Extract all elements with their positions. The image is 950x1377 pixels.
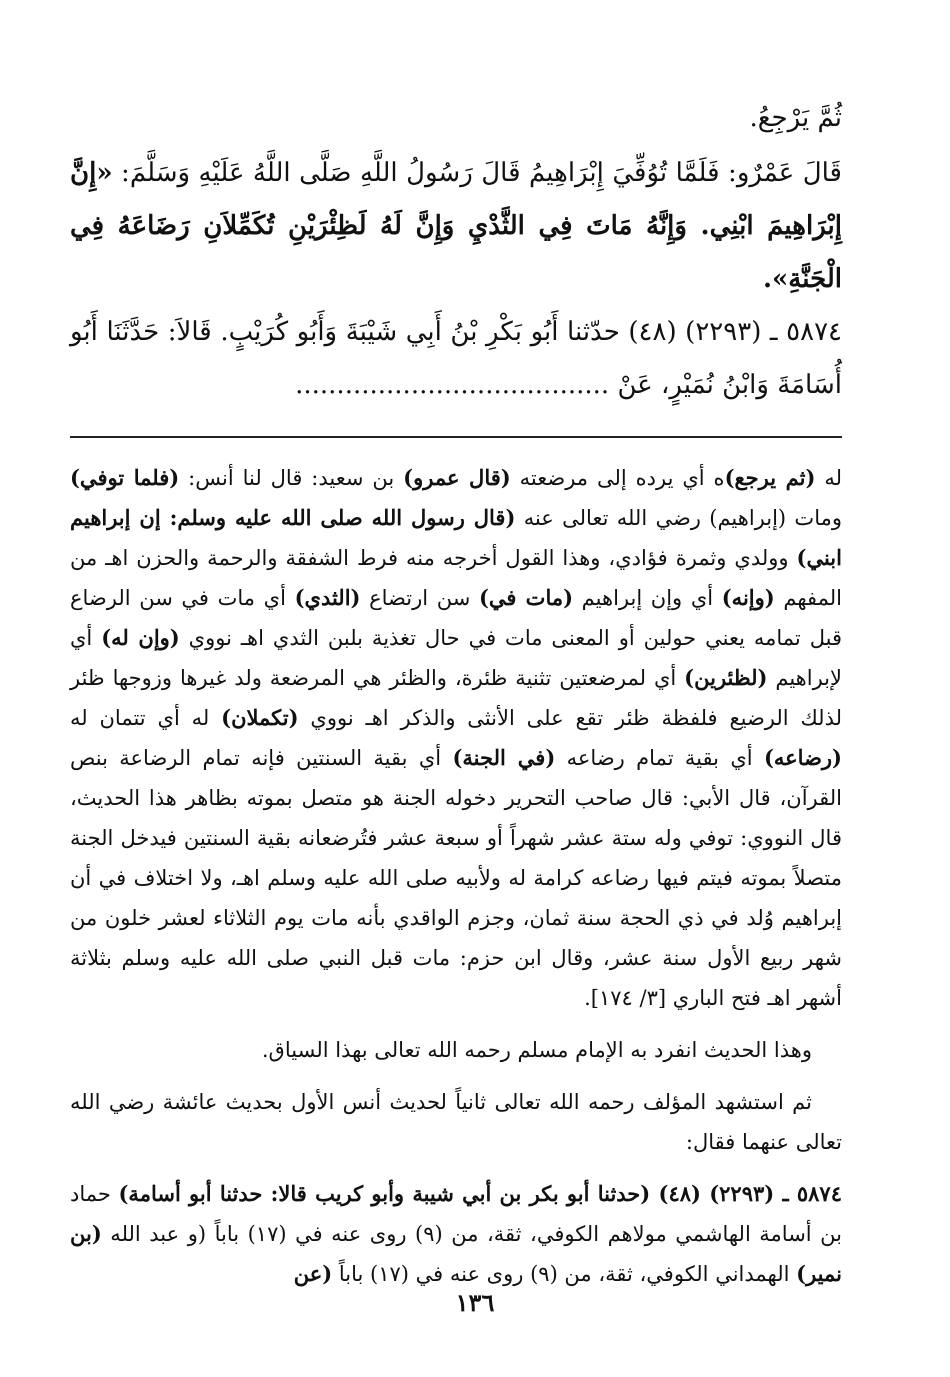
commentary-text-segment: أي مات في سن الرضاع قبل تمامه يعني حولين أو المعنى مات في حال تغذية بلبن الثدي اهـ نووي (70, 586, 842, 650)
bold-matn-segment: (بن نمير) (70, 1221, 842, 1286)
commentary-block (70, 458, 842, 1294)
bold-matn-segment: (رضاعه) (763, 745, 842, 770)
commentary-text-segment: (و (187, 1222, 207, 1246)
bold-matn-segment: (تكملان) (221, 705, 299, 730)
commentary-text-segment: أي لإبراهيم (70, 626, 843, 690)
hadith-prophet-quote: «إِنَّ إِبْرَاهِيمَ ابْنِي. وَإِنَّهُ مَاتَ فِي الثَّدْيِ وَإِنَّ لَهُ لَظِئْرَيْنِ تُكَمِّلاَنِ رَضَاعَهُ فِي الْجَنَّةِ». (70, 158, 842, 294)
commentary-text-segment: بن سعيد: قال لنا أنس: (179, 466, 404, 490)
commentary-text-segment: وولدي وثمرة فؤادي، وهذا القول أخرجه منه فرط الشفقة والرحمة والحزن اهـ من المفهم (70, 546, 842, 610)
hadith-chain-paragraph (70, 306, 842, 412)
commentary-text-segment: رضي الله تعالى عنه (515, 506, 710, 530)
commentary-text-segment: عبد الله (101, 1222, 188, 1246)
bold-matn-segment: (وإن له) (101, 625, 180, 650)
bold-matn-segment: ٥٨٧٤ ـ (٢٢٩٣) (٤٨) (حدثنا أبو بكر بن أبي شيبة وأبو كريب قالا: حدثنا أبو أسامة) (118, 1181, 842, 1206)
bold-matn-segment: (الثدي) (294, 585, 361, 610)
hadith-paragraph-2 (70, 147, 842, 306)
bold-matn-segment: (فلما توفي) (70, 465, 180, 490)
commentary-text-segment: حماد بن أسامة الهاشمي مولاهم الكوفي، ثقة، من (٩) روى عنه في (١٧) باباً (70, 1182, 842, 1246)
commentary-text-segment: الهمداني الكوفي، ثقة، من (٩) روى عنه في (١٧) باباً (332, 1262, 797, 1286)
hadith-text-block (70, 92, 842, 412)
commentary-text-segment: أي وإن إبراهيم (573, 586, 722, 610)
commentary-paragraph-4 (70, 1174, 842, 1294)
commentary-text-segment: (إبراهيم) (709, 506, 787, 530)
hadith-narration-prefix: قَالَ عَمْرٌو: فَلَمَّا تُوُفِّيَ إِبْرَاهِيمُ قَالَ رَسُولُ اللَّهِ صَلَّى اللَّهُ عَلَيْهِ وَسَلَّمَ: (112, 158, 842, 188)
commentary-paragraph-2: وهذا الحديث انفرد به الإمام مسلم رحمه الله تعالى بهذا السياق. (261, 1038, 812, 1062)
bold-matn-segment: (عن (293, 1261, 333, 1286)
bold-matn-segment: (مات في) (478, 585, 574, 610)
commentary-paragraph-1 (70, 458, 842, 1018)
commentary-text-segment: أي بقية السنتين فإنه تمام الرضاعة بنص القرآن، قال الأبي: قال صاحب التحرير دخوله الجنة هو متصل بموته بظاهر هذا الحديث، قال النووي: توفي وله ستة عشر شهراً أو سبعة عشر فتُرضعانه بقية السنتين فيدخل الجنة متصلاً بموته فيتم فيها رضاعه كرامة له ولأبيه صلى الله عليه وسلم اهـ، ولا اختلاف في أن إبراهيم وُلد في ذي الحجة سنة ثمان، وجزم الواقدي بأنه مات يوم الثلاثاء لعشر خلون من شهر ربيع الأول سنة عشر، وقال ابن حزم: مات قبل النبي صلى الله عليه وسلم بثلاثة أشهر اهـ فتح الباري [٣/ ١٧٤]. (70, 746, 842, 1010)
bold-matn-segment: (في الجنة) (452, 745, 556, 770)
commentary-paragraph-3: ثم استشهد المؤلف رحمه الله تعالى ثانياً لحديث أنس الأول بحديث عائشة رضي الله تعالى عنهما فقال: (70, 1090, 842, 1154)
commentary-text-segment: ومات (786, 506, 842, 530)
hadith-line-1: ثُمَّ يَرْجِعُ. (749, 103, 842, 133)
bold-matn-segment: (ثم يرجع) (724, 465, 816, 490)
section-divider (70, 436, 842, 438)
hadith-chain-text: ٥٨٧٤ ـ (٢٢٩٣) (٤٨) حدّثنا أَبُو بَكْرِ بْنُ أَبِي شَيْبَةَ وَأَبُو كُرَيْبٍ. قَالاَ: حَدَّثَنَا أَبُو أُسَامَةَ وَابْنُ نُمَيْرٍ، عَنْ (70, 317, 842, 400)
bold-matn-segment: (لظئرين) (684, 665, 768, 690)
commentary-text-segment: له أي تتمان له (70, 706, 222, 730)
bold-matn-segment: (قال عمرو) (403, 465, 511, 490)
ellipsis-dots: ...................................... (295, 370, 610, 400)
commentary-text-segment: ه أي يرده إلى مرضعته (510, 466, 725, 490)
commentary-text-segment: سن ارتضاع (360, 586, 479, 610)
commentary-text-segment: أي لمرضعتين تثنية ظئرة، والظئر هي المرضعة ولد غيرها وزوجها ظئر لذلك الرضيع فلفظة ظئر تقع على الأنثى والذكر اهـ نووي (70, 666, 842, 730)
bold-matn-segment: (قال رسول الله صلى الله عليه وسلم: إن إبراهيم ابني) (70, 505, 842, 570)
commentary-text-segment: أي بقية تمام رضاعه (555, 746, 764, 770)
page-number: ١٣٦ (455, 1288, 495, 1317)
bold-matn-segment: (وإنه) (721, 585, 775, 610)
commentary-text-segment: له (815, 466, 843, 490)
